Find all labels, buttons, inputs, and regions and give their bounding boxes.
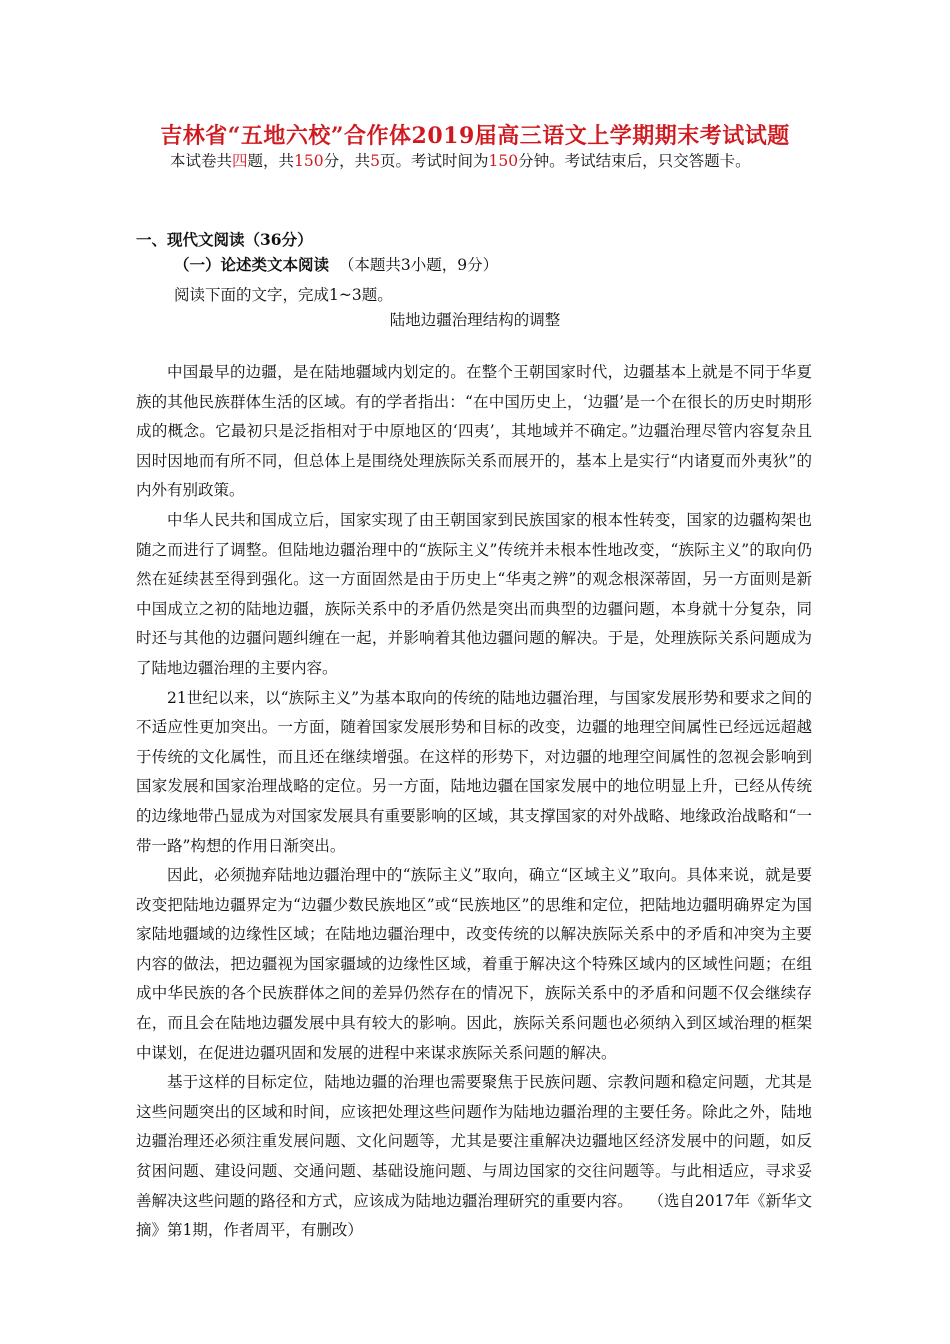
intro-text-1: 本试卷共 (170, 152, 233, 170)
intro-text-5: 分钟。考试结束后，只交答题卡。 (518, 152, 751, 170)
intro-question-count: 四 (232, 152, 248, 170)
intro-text-2: 题，共 (247, 152, 295, 170)
article-paragraph: 基于这样的目标定位，陆地边疆的治理也需要聚焦于民族问题、宗教问题和稳定问题，尤其是这些问题突出的区域和时间，应该把处理这些问题作为陆地边疆治理的主要任务。除此之外，陆地边疆治理还必须注重发展问题、文化问题等，尤其是要注重解决边疆地区经济发展中的问题，如反贫困问题、建设问题、交通问题、基础设施问题、与周边国家的交往问题等。与此相适应，寻求妥善解决这些问题的路径和方式，应该成为陆地边疆治理研究的重要内容。 （选自2017年《新华文摘》第1期，作者周平，有删改） (136, 1073, 812, 1240)
article-paragraph: 中国最早的边疆，是在陆地疆域内划定的。在整个王朝国家时代，边疆基本上就是不同于华夏族的其他民族群体生活的区域。有的学者指出：“在中国历史上，‘边疆’是一个在很长的历史时期形成的概念。它最初只是泛指相对于中原地区的‘四夷’，其地域并不确定。”边疆治理尽管内容复杂且因时因地而有所不同，但总体上是围绕处理族际关系而展开的，基本上是实行“内诸夏而外夷狄”的内外有别政策。 (136, 363, 812, 500)
intro-minutes: 150 (488, 152, 519, 170)
subsection-heading: （一）论述类文本阅读 (174, 255, 330, 274)
section-heading: 一、现代文阅读（36分） (136, 230, 313, 249)
subsection-note: （本题共3小题，9分） (338, 256, 499, 274)
exam-title: 吉林省“五地六校”合作体2019届高三语文上学期期末考试试题 (160, 123, 790, 149)
article-paragraph: 21世纪以来，以“族际主义”为基本取向的传统的陆地边疆治理，与国家发展形势和要求之间的不适应性更加突出。一方面，随着国家发展形势和目标的改变，边疆的地理空间属性已经远远超越于传统的文化属性，而且还在继续增强。在这样的形势下，对边疆的地理空间属性的忽视会影响到国家发展和国家治理战略的定位。另一方面，陆地边疆在国家发展中的地位明显上升，已经从传统的边缘地带凸显成为对国家发展具有重要影响的区域，其支撑国家的对外战略、地缘政治战略和“一带一路”构想的作用日渐突出。 (136, 688, 812, 855)
intro-total-score: 150 (294, 152, 324, 170)
article-paragraph: 因此，必须抛弃陆地边疆治理中的“族际主义”取向，确立“区域主义”取向。具体来说，就是要改变把陆地边疆界定为“边疆少数民族地区”或“民族地区”的思维和定位，把陆地边疆明确界定为国家陆地疆域的边缘性区域；在陆地边疆治理中，改变传统的以解决族际关系中的矛盾和冲突为主要内容的做法，把边疆视为国家疆域的边缘性区域，着重于解决这个特殊区域内的区域性问题；在组成中华民族的各个民族群体之间的差异仍然存在的情况下，族际关系中的矛盾和问题不仅会继续存在，而且会在陆地边疆发展中具有较大的影响。因此，族际关系问题也必须纳入到区域治理的框架中谋划，在促进边疆巩固和发展的进程中来谋求族际关系问题的解决。 (136, 866, 812, 1062)
reading-instruction: 阅读下面的文字，完成1~3题。 (174, 286, 393, 304)
article-title: 陆地边疆治理结构的调整 (389, 311, 561, 329)
subsection-heading-line (174, 254, 498, 276)
article-body (136, 358, 812, 1246)
article-paragraph: 中华人民共和国成立后，国家实现了由王朝国家到民族国家的根本性转变，国家的边疆构架也随之而进行了调整。但陆地边疆治理中的“族际主义”传统并未根本性地改变，“族际主义”的取向仍然在延续甚至得到强化。这一方面固然是由于历史上“华夷之辨”的观念根深蒂固，另一方面则是新中国成立之初的陆地边疆，族际关系中的矛盾仍然是突出而典型的边疆问题，本身就十分复杂，同时还与其他的边疆问题纠缠在一起，并影响着其他边疆问题的解决。于是，处理族际关系问题成为了陆地边疆治理的主要内容。 (136, 510, 812, 677)
intro-page-count: 5 (370, 152, 381, 170)
intro-text-4: 页。考试时间为 (380, 152, 489, 170)
exam-intro (170, 150, 930, 172)
intro-text-3: 分，共 (323, 152, 371, 170)
